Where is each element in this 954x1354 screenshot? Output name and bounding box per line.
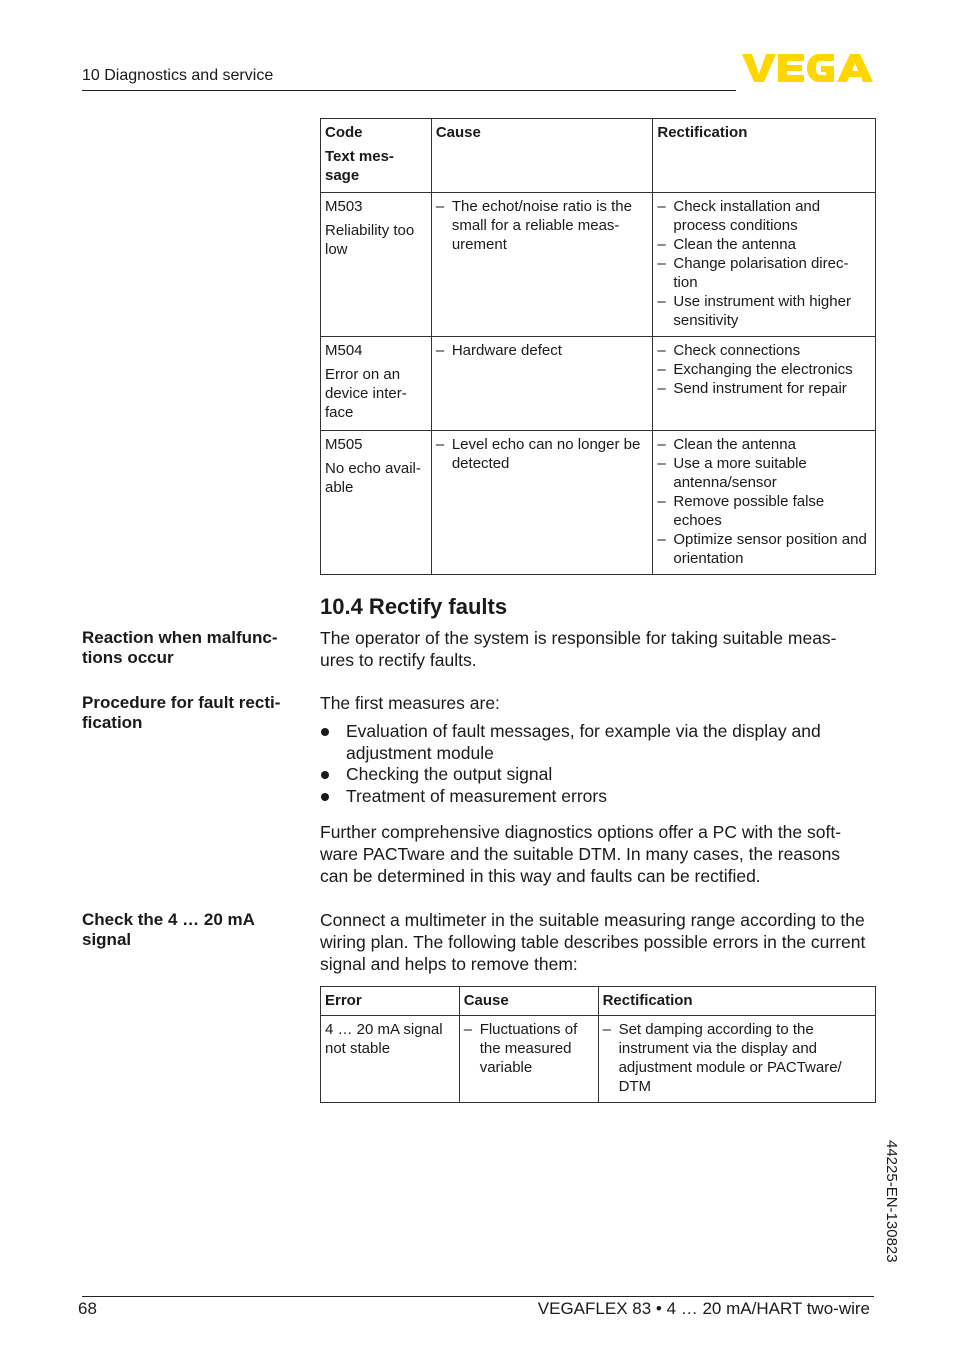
error-code: M505 bbox=[325, 436, 363, 453]
header-cause: Cause bbox=[459, 987, 598, 1016]
footer-title: VEGAFLEX 83 • 4 … 20 mA/HART two-wire bbox=[537, 1299, 870, 1318]
rectification-item: – Send instrument for repair bbox=[657, 379, 871, 398]
side-label-reaction: Reaction when malfunc-tions occur bbox=[82, 628, 278, 667]
header-section-title: 10 Diagnostics and service bbox=[82, 67, 274, 84]
rectification-cell bbox=[653, 193, 876, 337]
code-cell bbox=[321, 431, 432, 575]
header-error: Error bbox=[321, 987, 460, 1016]
rectification-item: – Exchanging the electronics bbox=[657, 360, 871, 379]
header-rectification: Rectification bbox=[598, 987, 875, 1016]
vega-logo bbox=[742, 52, 874, 84]
rectification-item: – Use a more suitable antenna/sensor bbox=[657, 454, 871, 492]
section-heading: 10.4 Rectify faults bbox=[320, 594, 508, 619]
rectification-cell bbox=[598, 1016, 875, 1103]
footer-rule bbox=[82, 1296, 874, 1297]
error-code: M504 bbox=[325, 342, 363, 359]
error-code: M503 bbox=[325, 198, 363, 215]
rectification-item: – Check installation and process conditions bbox=[657, 197, 871, 235]
header-cause: Cause bbox=[431, 119, 653, 193]
page-number: 68 bbox=[78, 1299, 97, 1318]
error-cell: 4 … 20 mA signal not stable bbox=[321, 1016, 460, 1103]
error-text: No echo avail-able bbox=[325, 460, 421, 496]
document-code: 44225-EN-130823 bbox=[883, 1140, 900, 1263]
signal-error-table bbox=[320, 986, 876, 1103]
cause-cell bbox=[431, 193, 653, 337]
paragraph-diagnostics: Further comprehensive diagnostics options offer a PC with the soft-ware PACTware and the suitable DTM. In many cases, the reasons can be determined in this way and faults can be rectified. bbox=[320, 822, 842, 886]
paragraph-first-measures: The first measures are: bbox=[320, 693, 500, 713]
rectification-cell bbox=[653, 431, 876, 575]
error-text: Error on an device inter-face bbox=[325, 366, 407, 421]
rectification-item: – Use instrument with higher sensitivity bbox=[657, 292, 871, 330]
table-row bbox=[321, 1016, 876, 1103]
error-text: Reliability too low bbox=[325, 222, 415, 258]
header-text-message: Text mes-sage bbox=[325, 148, 394, 184]
error-code-table bbox=[320, 118, 876, 575]
table-row bbox=[321, 193, 876, 337]
rectification-cell bbox=[653, 337, 876, 431]
rectification-item: – Check connections bbox=[657, 341, 871, 360]
rectification-item: – Change polarisation direc-tion bbox=[657, 254, 871, 292]
cause-item: – Level echo can no longer be detected bbox=[436, 435, 649, 473]
cause-cell bbox=[431, 431, 653, 575]
cause-cell bbox=[459, 1016, 598, 1103]
header-code-cell bbox=[321, 119, 432, 193]
table-row bbox=[321, 337, 876, 431]
list-item: Treatment of measurement errors bbox=[320, 786, 860, 808]
measures-list bbox=[320, 721, 860, 807]
list-item: Evaluation of fault messages, for example via the display and adjustment module bbox=[320, 721, 860, 764]
header-code: Code bbox=[325, 124, 363, 141]
table-row bbox=[321, 431, 876, 575]
rectification-item: – Set damping according to the instrument via the display and adjustment module or PACTware/ DTM bbox=[603, 1020, 871, 1096]
rectification-item: – Clean the antenna bbox=[657, 435, 871, 454]
code-cell bbox=[321, 337, 432, 431]
rectification-item: – Remove possible false echoes bbox=[657, 492, 871, 530]
cause-item: – Fluctuations of the measured variable bbox=[464, 1020, 594, 1077]
rectification-item: – Clean the antenna bbox=[657, 235, 871, 254]
cause-cell bbox=[431, 337, 653, 431]
cause-item: – Hardware defect bbox=[436, 341, 649, 360]
header-rule bbox=[82, 90, 736, 91]
table-header-row bbox=[321, 987, 876, 1016]
header-rectification: Rectification bbox=[653, 119, 876, 193]
paragraph-reaction: The operator of the system is responsible for taking suitable meas-ures to rectify faults. bbox=[320, 628, 837, 670]
side-label-procedure: Procedure for fault recti-fication bbox=[82, 693, 281, 732]
code-cell bbox=[321, 193, 432, 337]
rectification-item: – Optimize sensor position and orientation bbox=[657, 530, 871, 568]
table-header-row bbox=[321, 119, 876, 193]
paragraph-multimeter: Connect a multimeter in the suitable measuring range according to the wiring plan. The following table describes possible errors in the current signal and helps to remove them: bbox=[320, 910, 866, 974]
side-label-check-signal: Check the 4 … 20 mA signal bbox=[82, 910, 255, 949]
cause-item: – The echot/noise ratio is the small for a reliable meas-urement bbox=[436, 197, 649, 254]
list-item: Checking the output signal bbox=[320, 764, 860, 786]
